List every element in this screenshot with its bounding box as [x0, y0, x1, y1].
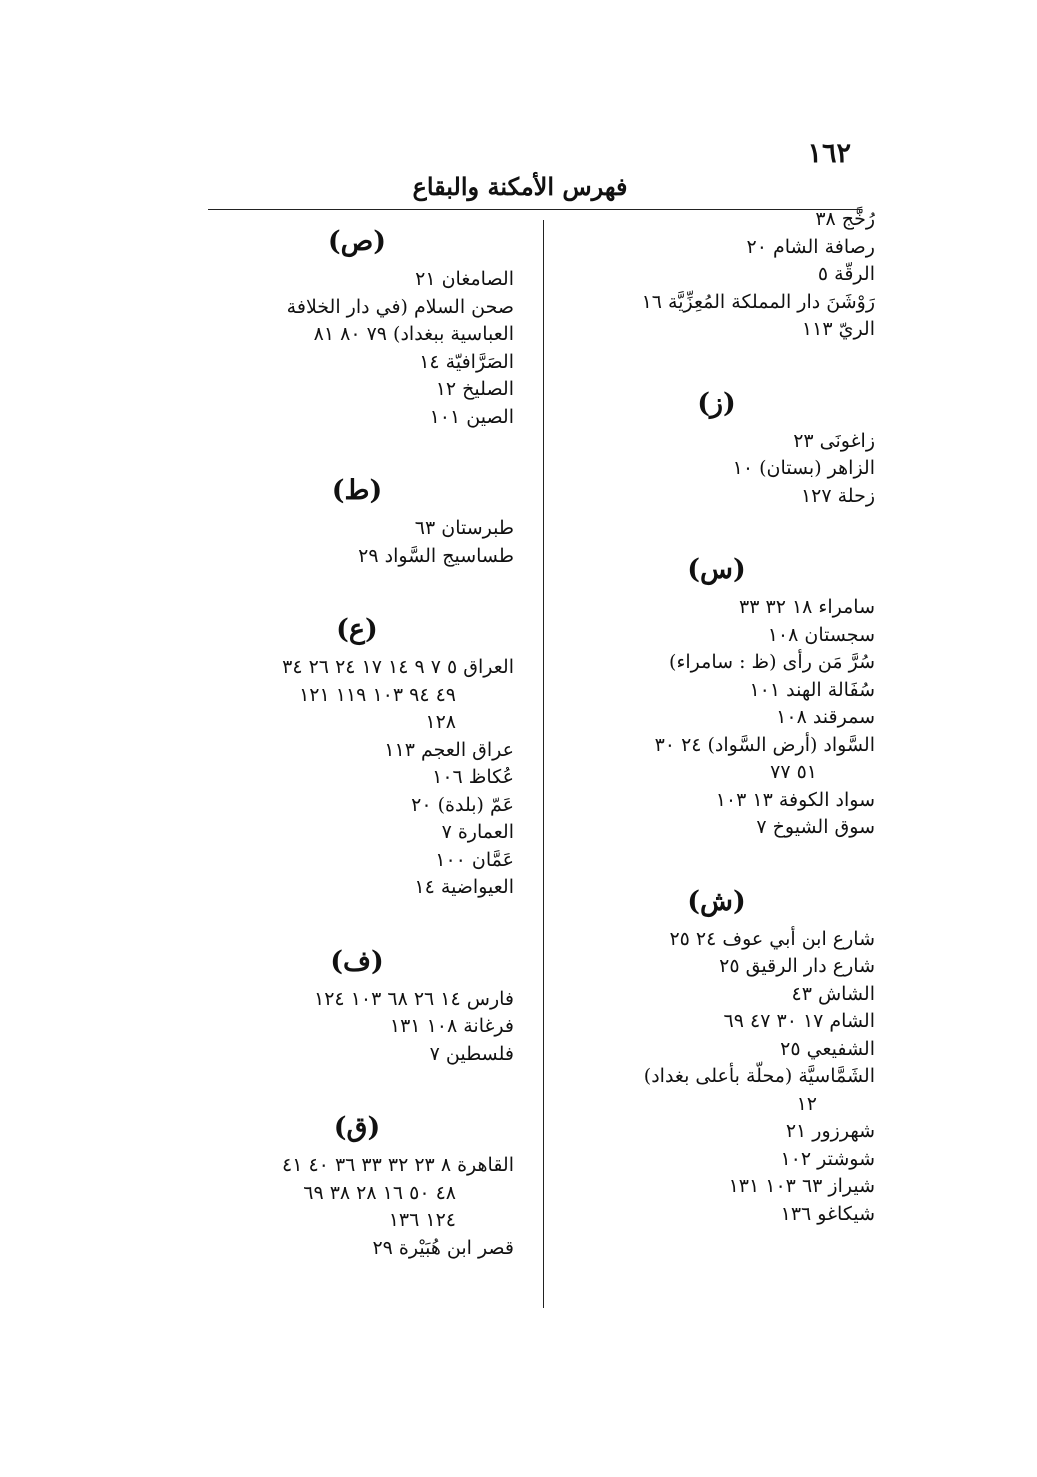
index-entry: فارس ١٤ ٢٦ ٦٨ ١٠٣ ١٢٤ — [314, 987, 514, 1010]
index-entry: قصر ابن هُبَيْرة ٢٩ — [372, 1236, 514, 1259]
index-entry: الزاهر (بستان) ١٠ — [732, 457, 875, 479]
index-entry: القاهرة ٨ ٢٣ ٣٢ ٣٣ ٣٦ ٤٠ ٤١ — [282, 1154, 514, 1176]
section-heading-fa: (ف) — [330, 945, 384, 977]
index-entry: السَّواد (أرض السَّواد) ٢٤ ٣٠ — [654, 733, 875, 756]
index-entry: شارع ابن أبي عوف ٢٤ ٢٥ — [669, 927, 875, 950]
index-entry: الشاش ٤٣ — [791, 982, 875, 1005]
index-entry: زاغونَى ٢٣ — [793, 429, 875, 452]
index-entry: عَمّ (بلدة) ٢٠ — [411, 793, 514, 816]
index-entry: زحلة ١٢٧ — [800, 484, 875, 507]
index-entry: الشفيعي ٢٥ — [780, 1037, 875, 1060]
index-entry: سواد الكوفة ١٣ ١٠٣ — [715, 788, 875, 811]
page-title: فهرس الأمكنة والبقاع — [412, 172, 628, 201]
index-entry: الشَمَّاسيَّة (محلّة بأعلى بغداد) — [643, 1065, 875, 1087]
index-entry: عراق العجم ١١٣ — [384, 738, 514, 761]
index-entry: العيواضية ١٤ — [414, 876, 514, 898]
index-entry-continuation: ١٢ — [796, 1092, 817, 1115]
index-entry: شهرزور ٢١ — [785, 1120, 875, 1142]
index-entry-continuation: ٥١ ٧٧ — [770, 761, 817, 783]
section-heading-ta: (ط) — [331, 475, 383, 506]
index-entry: العباسية ببغداد) ٧٩ ٨٠ ٨١ — [313, 323, 514, 345]
index-entry: فرغانة ١٠٨ ١٣١ — [389, 1015, 514, 1037]
index-entry: شوشتر ١٠٢ — [780, 1147, 875, 1170]
index-entry: سامراء ١٨ ٣٢ ٣٣ — [739, 596, 875, 618]
index-entry: عُكاظ ١٠٦ — [432, 766, 514, 788]
section-heading-zay: (ز) — [697, 387, 736, 419]
index-entry: رصافة الشام ٢٠ — [746, 235, 875, 258]
column-divider — [543, 220, 544, 1308]
section-heading-sad: (ص) — [327, 226, 387, 257]
index-entry: الريّ ١١٣ — [801, 318, 875, 340]
index-entry: فلسطين ٧ — [429, 1042, 514, 1065]
index-entry: الشام ١٧ ٣٠ ٤٧ ٦٩ — [723, 1010, 875, 1032]
index-entry: صحن السلام (في دار الخلافة — [286, 295, 514, 318]
index-entry: العمارة ٧ — [441, 821, 514, 843]
index-entry: طبرستان ٦٣ — [414, 517, 514, 539]
index-entry: طساسيج السَّواد ٢٩ — [358, 544, 514, 567]
section-heading-ayn: (ع) — [336, 614, 378, 645]
index-entry: سُرَّ مَن رأى (ظ : سامراء) — [669, 651, 875, 673]
index-entry-continuation: ٤٨ ٥٠ ١٦ ٢٨ ٣٨ ٦٩ — [303, 1181, 456, 1204]
page-number: ١٦٢ — [807, 138, 851, 169]
index-entry: الصامغان ٢١ — [415, 268, 514, 290]
right-column — [558, 206, 875, 1228]
index-entry: الصَرَّافيّة ١٤ — [419, 350, 514, 373]
index-entry: سجستان ١٠٨ — [767, 623, 875, 646]
section-heading-qaf: (ق) — [333, 1112, 381, 1143]
index-entry: رَوْشَنَ دار المملكة المُعِزِّيَّة ١٦ — [641, 290, 875, 313]
section-heading-sin: (س) — [687, 554, 746, 585]
index-entry: سُفَالة الهند ١٠١ — [749, 678, 875, 701]
index-entry: رُخَّج ٣٨ — [815, 208, 875, 230]
section-heading-shin: (ش) — [687, 885, 746, 917]
index-entry: شارع دار الرقيق ٢٥ — [719, 955, 875, 977]
index-entry: عَمَّان ١٠٠ — [435, 848, 514, 871]
left-column — [200, 218, 514, 1262]
index-entry: العراق ٥ ٧ ٩ ١٤ ١٧ ٢٤ ٢٦ ٣٤ — [282, 656, 514, 678]
index-entry: شيراز ٦٣ ١٠٣ ١٣١ — [728, 1175, 875, 1197]
index-entry: الصليخ ١٢ — [435, 378, 514, 400]
index-entry: الصين ١٠١ — [429, 405, 514, 428]
index-entry-continuation: ٤٩ ٩٤ ١٠٣ ١١٩ ١٢١ — [299, 683, 456, 706]
index-entry-continuation: ١٢٤ ١٣٦ — [388, 1209, 456, 1231]
index-entry: سوق الشيوخ ٧ — [756, 816, 875, 838]
index-entry-continuation: ١٢٨ — [425, 711, 456, 733]
index-entry: شيكاغو ١٣٦ — [780, 1202, 875, 1225]
index-entry: سمرقند ١٠٨ — [776, 706, 875, 728]
index-entry: الرقّة ٥ — [817, 263, 875, 285]
